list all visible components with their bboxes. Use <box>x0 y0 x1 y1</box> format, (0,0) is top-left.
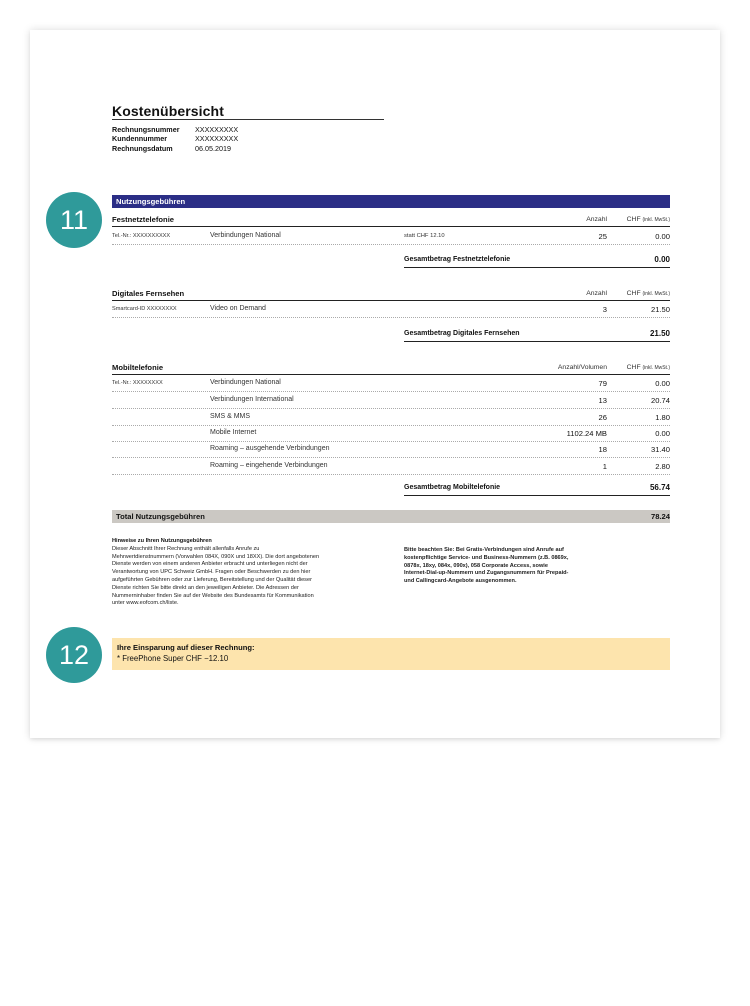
invoice-meta <box>112 125 238 153</box>
grand-total-bar <box>112 510 670 523</box>
section-header-festnetz <box>112 215 670 227</box>
savings-heading: Ihre Einsparung auf dieser Rechnung: <box>117 643 255 652</box>
table-row <box>112 409 670 426</box>
table-row <box>112 392 670 409</box>
subtotal-mobile <box>404 482 670 496</box>
line-amount: 31.40 <box>650 445 670 454</box>
notes-line: Mehrwertdienstnummern (Vorwahlen 084X, 090X und 18XX). Die dort angebotenen <box>112 553 320 560</box>
line-note: statt CHF 12.10 <box>404 233 445 239</box>
subtotal-amount: 21.50 <box>649 329 670 338</box>
line-id: Tel.-Nr.: XXXXXXXXXX <box>112 233 171 239</box>
notes-line: Verantwortung von UPC Schweiz GmbH. Fragen oder Beschwerden zu den hier <box>112 569 311 576</box>
savings-text: * FreePhone Super CHF −12.10 <box>117 654 229 663</box>
line-quantity: 1102.24 MB <box>566 429 607 438</box>
meta-row <box>112 125 238 134</box>
quantity-column-header: Anzahl <box>586 216 607 223</box>
notice-line: kostenpflichtige Service- und Business-Nummern (z.B. 0869x, <box>404 554 569 561</box>
line-description: SMS & MMS <box>210 413 251 420</box>
quantity-column-header: Anzahl/Volumen <box>557 364 607 371</box>
line-id: Tel.-Nr.: XXXXXXXX <box>112 380 163 386</box>
line-amount: 21.50 <box>650 305 670 314</box>
chf-column-header: CHF (inkl. MwSt.) <box>626 364 670 371</box>
table-row <box>112 301 670 318</box>
section-header-mobile <box>112 363 670 375</box>
line-amount: 0.00 <box>655 379 670 388</box>
table-row <box>112 425 670 442</box>
table-row <box>112 228 670 245</box>
meta-label: Rechnungsnummer <box>112 125 180 134</box>
notes-heading: Hinweise zu Ihren Nutzungsgebühren <box>112 538 212 544</box>
line-description: Mobile Internet <box>210 429 257 436</box>
table-row <box>112 375 670 392</box>
meta-value: 06.05.2019 <box>195 143 231 153</box>
notes-line: aufgeführten Gebühren oder zur Lieferung, Bereitstellung und der Qualität dieser <box>112 576 312 583</box>
savings-box <box>112 638 670 670</box>
meta-value: XXXXXXXXX <box>195 125 239 134</box>
line-amount: 0.00 <box>655 429 670 438</box>
subtotal-tv <box>404 328 670 342</box>
meta-label: Rechnungsdatum <box>112 143 173 153</box>
notice-line: 0878x, 18xy, 084x, 090x), 058 Corporate Access, sowie <box>404 562 548 569</box>
table-row <box>112 441 670 458</box>
subtotal-festnetz <box>404 254 670 268</box>
notes-line: Dienste richten Sie bitte direkt an den jeweiligen Anbieter. Die Adressen der <box>112 584 299 591</box>
line-description: Roaming – ausgehende Verbindungen <box>210 445 330 452</box>
notes-line: Nummerninhaber finden Sie auf der Website des Bundesamts für Kommunikation <box>112 592 314 599</box>
quantity-column-header: Anzahl <box>586 290 607 297</box>
section-title: Festnetztelefonie <box>112 215 175 224</box>
meta-label: Kundennummer <box>112 134 168 144</box>
grand-total-amount: 78.24 <box>650 512 670 521</box>
line-description: Verbindungen International <box>210 396 294 403</box>
subtotal-label: Gesamtbetrag Festnetztelefonie <box>404 256 511 263</box>
section-title: Digitales Fernsehen <box>112 289 185 298</box>
line-id: Smartcard-ID XXXXXXXX <box>112 306 177 312</box>
line-quantity: 25 <box>598 232 607 241</box>
step-badge-11: 11 <box>46 192 102 248</box>
free-calls-notice <box>404 547 624 586</box>
notice-line: und Callingcard-Angebote ausgenommen. <box>404 578 517 585</box>
line-description: Video on Demand <box>210 305 266 312</box>
line-amount: 2.80 <box>655 462 670 471</box>
grand-total-label: Total Nutzungsgebühren <box>116 512 205 521</box>
notice-line: Bitte beachten Sie: Bei Gratis-Verbindungen sind Anrufe auf <box>404 547 564 553</box>
page-title: Kostenübersicht <box>112 103 224 119</box>
line-amount: 1.80 <box>655 413 670 422</box>
section-header-tv <box>112 289 670 301</box>
table-row <box>112 458 670 475</box>
step-badge-12: 12 <box>46 627 102 683</box>
line-quantity: 26 <box>598 413 607 422</box>
line-amount: 0.00 <box>655 232 670 241</box>
line-quantity: 3 <box>602 305 607 314</box>
usage-notes <box>112 538 392 608</box>
chf-column-header: CHF (inkl. MwSt.) <box>626 216 670 223</box>
section-title: Mobiltelefonie <box>112 363 164 372</box>
line-description: Verbindungen National <box>210 232 281 239</box>
subtotal-amount: 0.00 <box>654 255 670 264</box>
line-quantity: 18 <box>598 445 607 454</box>
title-divider <box>112 119 384 120</box>
line-quantity: 13 <box>598 396 607 405</box>
notes-line: Dienste werden von einem anderen Anbieter erbracht und unterliegen nicht der <box>112 561 308 568</box>
notes-line: Dieser Abschnitt Ihrer Rechnung enthält allenfalls Anrufe zu <box>112 545 260 552</box>
meta-value: XXXXXXXXX <box>195 134 239 144</box>
usage-section-bar: Nutzungsgebühren <box>112 195 670 208</box>
line-quantity: 79 <box>598 379 607 388</box>
meta-row <box>112 144 238 153</box>
line-description: Verbindungen National <box>210 379 281 386</box>
subtotal-label: Gesamtbetrag Digitales Fernsehen <box>404 330 520 337</box>
notes-line: unter www.eofcom.ch/liste. <box>112 600 179 607</box>
chf-column-header: CHF (inkl. MwSt.) <box>626 290 670 297</box>
subtotal-label: Gesamtbetrag Mobiltelefonie <box>404 484 501 491</box>
meta-row <box>112 134 238 143</box>
subtotal-amount: 56.74 <box>649 483 670 492</box>
line-description: Roaming – eingehende Verbindungen <box>210 462 328 469</box>
notice-line: Internet-Dial-up-Nummern und Zugangsnummern für Prepaid- <box>404 570 569 577</box>
line-amount: 20.74 <box>650 396 670 405</box>
line-quantity: 1 <box>602 462 607 471</box>
